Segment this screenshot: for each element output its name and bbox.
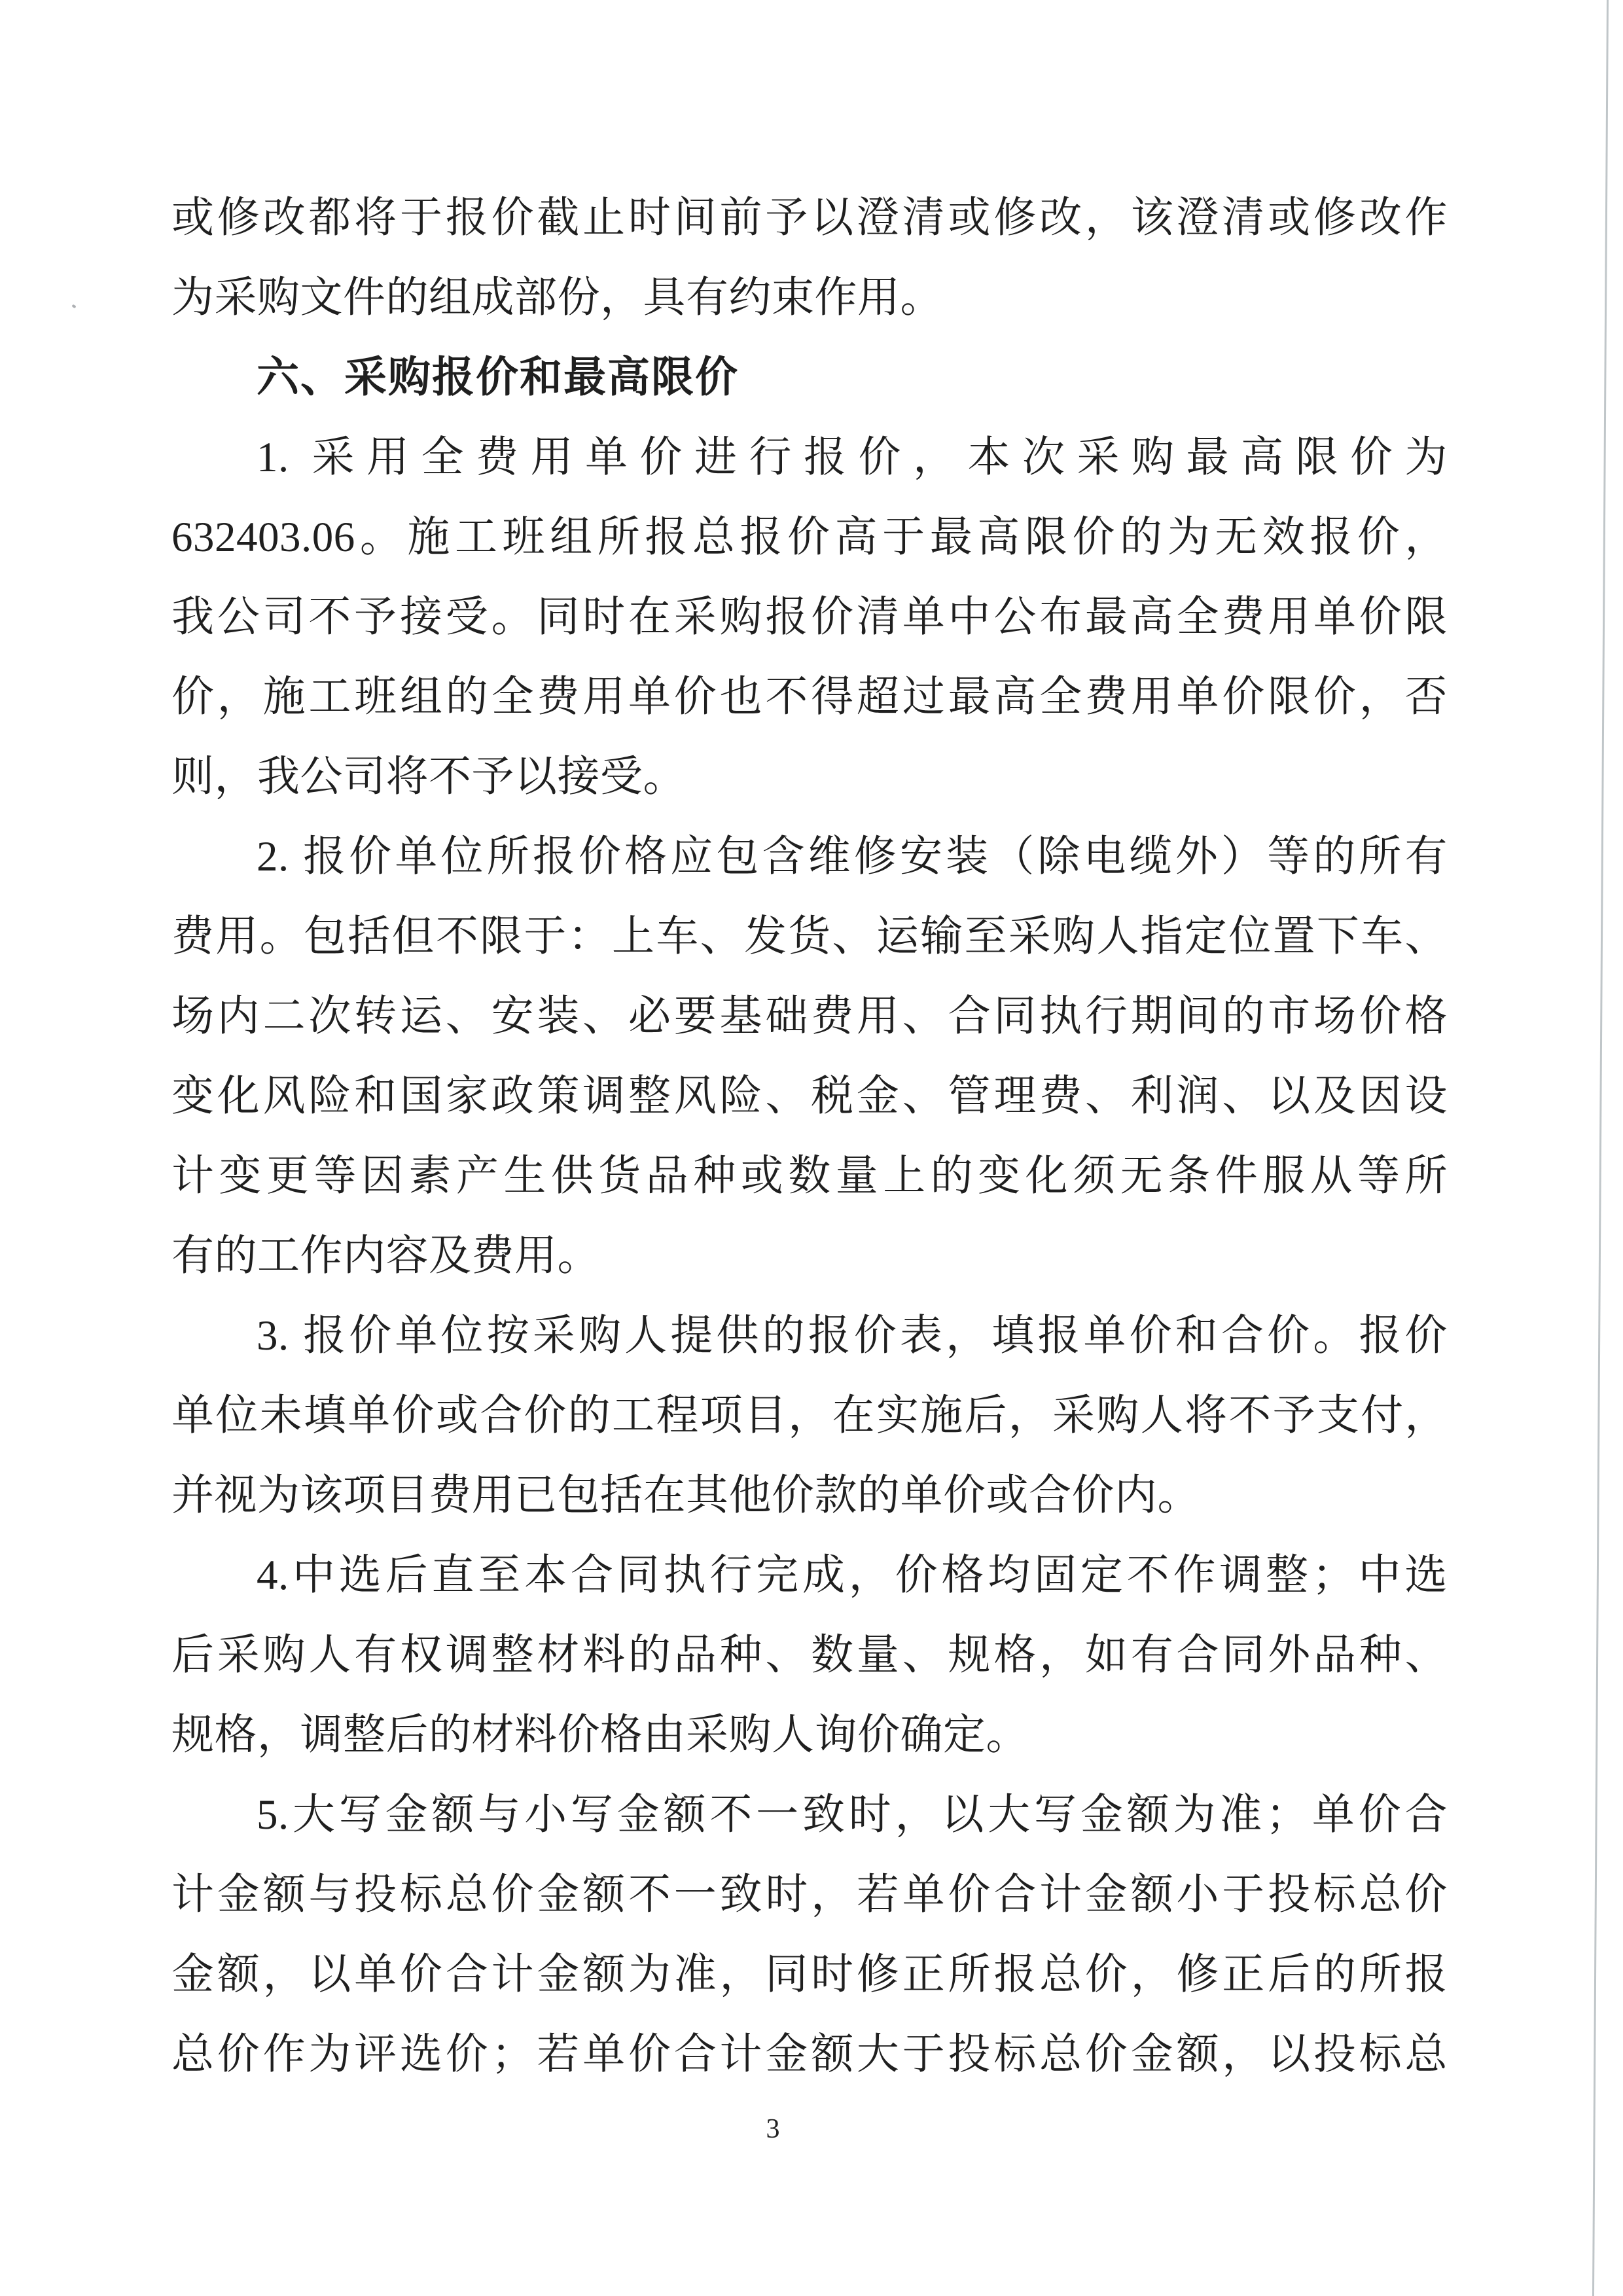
text-line: 则，我公司将不予以接受。 [171,753,687,800]
text-line: 5.大写金额与小写金额不一致时，以大写金额为准；单价合 [257,1791,1448,1839]
text-line: 总价作为评选价；若单价合计金额大于投标总价金额，以投标总 [171,2031,1448,2078]
page-number: 3 [766,2114,780,2144]
scan-speck [71,304,76,309]
text-line: 金额，以单价合计金额为准，同时修正所报总价，修正后的所报 [171,1951,1448,1998]
text-line: 4.中选后直至本合同执行完成，价格均固定不作调整；中选 [257,1552,1448,1599]
text-line: 变化风险和国家政策调整风险、税金、管理费、利润、以及因设 [171,1073,1448,1120]
text-line: 1. 采用全费用单价进行报价，本次采购最高限价为 [257,434,1448,481]
text-line: 规格，调整后的材料价格由采购人询价确定。 [171,1712,1029,1759]
scan-edge-line [1592,0,1609,2296]
text-line: 2. 报价单位所报价格应包含维修安装（除电缆外）等的所有 [257,833,1448,880]
text-block [171,178,1448,2094]
text-line: 计金额与投标总价金额不一致时，若单价合计金额小于投标总价 [171,1871,1448,1918]
text-line: 费用。包括但不限于：上车、发货、运输至采购人指定位置下车、 [171,913,1448,960]
text-line: 并视为该项目费用已包括在其他价款的单价或合价内。 [171,1472,1201,1519]
text-line: 为采购文件的组成部份，具有约束作用。 [171,274,944,321]
text-line: 632403.06。施工班组所报总报价高于最高限价的为无效报价， [171,514,1448,561]
text-line: 我公司不予接受。同时在采购报价清单中公布最高全费用单价限 [171,594,1448,641]
section-heading: 六、采购报价和最高限价 [257,354,740,401]
text-line: 3. 报价单位按采购人提供的报价表，填报单价和合价。报价 [257,1312,1448,1359]
text-line: 场内二次转运、安装、必要基础费用、合同执行期间的市场价格 [171,993,1448,1040]
text-line: 后采购人有权调整材料的品种、数量、规格，如有合同外品种、 [171,1632,1448,1679]
text-line: 价，施工班组的全费用单价也不得超过最高全费用单价限价，否 [171,673,1448,721]
text-line: 有的工作内容及费用。 [171,1232,601,1280]
text-line: 单位未填单价或合价的工程项目，在实施后，采购人将不予支付， [171,1392,1448,1439]
text-line: 或修改都将于报价截止时间前予以澄清或修改，该澄清或修改作 [171,194,1448,242]
text-line: 计变更等因素产生供货品种或数量上的变化须无条件服从等所 [171,1153,1448,1200]
